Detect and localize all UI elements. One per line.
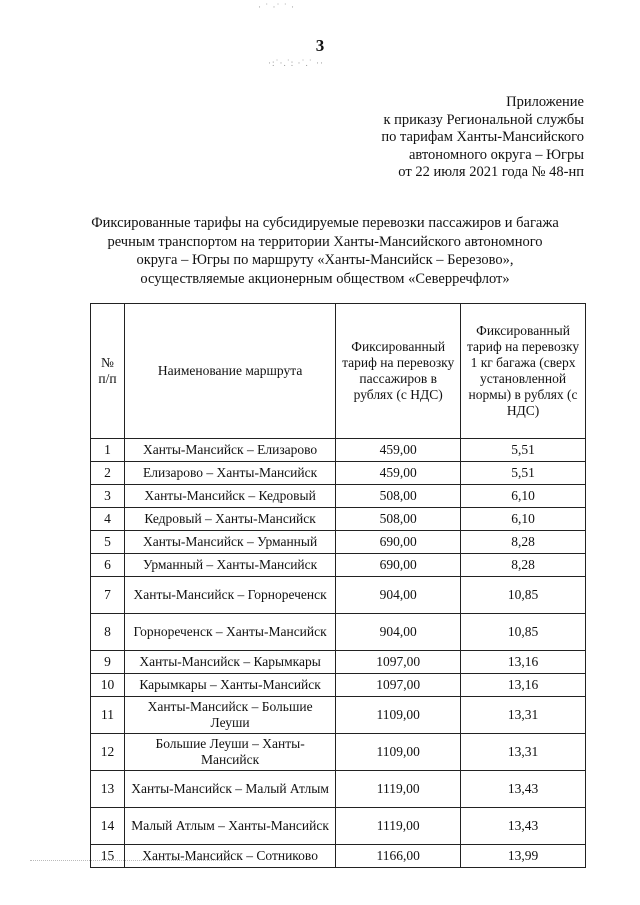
passenger-tariff: 508,00 (336, 485, 461, 508)
passenger-tariff: 1119,00 (336, 808, 461, 845)
table-row (91, 554, 586, 577)
baggage-tariff: 13,43 (461, 771, 586, 808)
scan-artifact-top: · ˙ ·˙ ˙ · (258, 2, 295, 12)
passenger-tariff: 1109,00 (336, 697, 461, 734)
passenger-tariff: 459,00 (336, 462, 461, 485)
table-row (91, 734, 586, 771)
passenger-tariff: 904,00 (336, 614, 461, 651)
row-number: 15 (91, 845, 125, 868)
scan-artifact-stamp: ·:˙·.˙: ·˙.˙ ·· (268, 58, 324, 68)
route-name: Кедровый – Ханты-Мансийск (124, 508, 335, 531)
route-name: Ханты-Мансийск – Карымкары (124, 651, 335, 674)
table-row (91, 614, 586, 651)
baggage-tariff: 13,16 (461, 651, 586, 674)
baggage-tariff: 13,31 (461, 697, 586, 734)
row-number: 2 (91, 462, 125, 485)
route-name: Малый Атлым – Ханты-Мансийск (124, 808, 335, 845)
passenger-tariff: 690,00 (336, 554, 461, 577)
row-number: 11 (91, 697, 125, 734)
route-name: Елизарово – Ханты-Мансийск (124, 462, 335, 485)
route-name: Карымкары – Ханты-Мансийск (124, 674, 335, 697)
table-row (91, 577, 586, 614)
table-row (91, 508, 586, 531)
table-row (91, 485, 586, 508)
baggage-tariff: 6,10 (461, 485, 586, 508)
baggage-tariff: 8,28 (461, 554, 586, 577)
header-number: № п/п (91, 304, 125, 439)
passenger-tariff: 690,00 (336, 531, 461, 554)
row-number: 6 (91, 554, 125, 577)
passenger-tariff: 459,00 (336, 439, 461, 462)
appendix-line: по тарифам Ханты-Мансийского (381, 129, 584, 145)
row-number: 13 (91, 771, 125, 808)
baggage-tariff: 13,16 (461, 674, 586, 697)
row-number: 3 (91, 485, 125, 508)
table-row (91, 674, 586, 697)
row-number: 1 (91, 439, 125, 462)
title-line: осуществляемые акционерным обществом «Северречфлот» (140, 270, 510, 287)
row-number: 7 (91, 577, 125, 614)
route-name: Ханты-Мансийск – Елизарово (124, 439, 335, 462)
row-number: 8 (91, 614, 125, 651)
baggage-tariff: 5,51 (461, 439, 586, 462)
title-line: Фиксированные тарифы на субсидируемые перевозки пассажиров и багажа (91, 215, 559, 231)
baggage-tariff: 13,43 (461, 808, 586, 845)
header-passenger-tariff: Фиксированный тариф на перевозку пассажиров в рублях (с НДС) (336, 304, 461, 439)
route-name: Ханты-Мансийск – Кедровый (124, 485, 335, 508)
table-row (91, 845, 586, 868)
appendix-line: Приложение (506, 94, 584, 110)
appendix-line: к приказу Региональной службы (383, 111, 584, 128)
table-row (91, 462, 586, 485)
title-line: округа – Югры по маршруту «Ханты-Мансийск – Березово», (136, 252, 514, 268)
passenger-tariff: 1166,00 (336, 845, 461, 868)
appendix-line: автономного округа – Югры (408, 146, 584, 163)
baggage-tariff: 8,28 (461, 531, 586, 554)
appendix-line: от 22 июля 2021 года № 48-нп (398, 164, 584, 180)
passenger-tariff: 1119,00 (336, 771, 461, 808)
table-row (91, 697, 586, 734)
passenger-tariff: 1097,00 (336, 674, 461, 697)
route-name: Ханты-Мансийск – Сотниково (124, 845, 335, 868)
baggage-tariff: 6,10 (461, 508, 586, 531)
route-name: Ханты-Мансийск – Урманный (124, 531, 335, 554)
header-route: Наименование маршрута (124, 304, 335, 439)
row-number: 10 (91, 674, 125, 697)
header-baggage-tariff: Фиксированный тариф на перевозку 1 кг багажа (сверх установленной нормы) в рублях (с НДС) (461, 304, 586, 439)
route-name: Ханты-Мансийск – Горнореченск (124, 577, 335, 614)
baggage-tariff: 5,51 (461, 462, 586, 485)
passenger-tariff: 904,00 (336, 577, 461, 614)
page-number: 3 (315, 36, 325, 55)
row-number: 9 (91, 651, 125, 674)
table-row (91, 771, 586, 808)
row-number: 4 (91, 508, 125, 531)
passenger-tariff: 1109,00 (336, 734, 461, 771)
table-row (91, 808, 586, 845)
title-line: речным транспортом на территории Ханты-Мансийского автономного (107, 233, 543, 250)
baggage-tariff: 10,85 (461, 577, 586, 614)
table-header-row (91, 304, 586, 439)
route-name: Горнореченск – Ханты-Мансийск (124, 614, 335, 651)
route-name: Ханты-Мансийск – Малый Атлым (124, 771, 335, 808)
scan-footer-line (30, 860, 230, 861)
baggage-tariff: 13,31 (461, 734, 586, 771)
passenger-tariff: 508,00 (336, 508, 461, 531)
route-name: Большие Леуши – Ханты-Мансийск (124, 734, 335, 771)
baggage-tariff: 13,99 (461, 845, 586, 868)
baggage-tariff: 10,85 (461, 614, 586, 651)
row-number: 14 (91, 808, 125, 845)
table-row (91, 439, 586, 462)
route-name: Урманный – Ханты-Мансийск (124, 554, 335, 577)
row-number: 5 (91, 531, 125, 554)
passenger-tariff: 1097,00 (336, 651, 461, 674)
row-number: 12 (91, 734, 125, 771)
appendix-header (381, 94, 584, 182)
table-row (91, 531, 586, 554)
tariff-table (90, 303, 586, 868)
route-name: Ханты-Мансийск – Большие Леуши (124, 697, 335, 734)
document-title (70, 214, 580, 288)
table-row (91, 651, 586, 674)
